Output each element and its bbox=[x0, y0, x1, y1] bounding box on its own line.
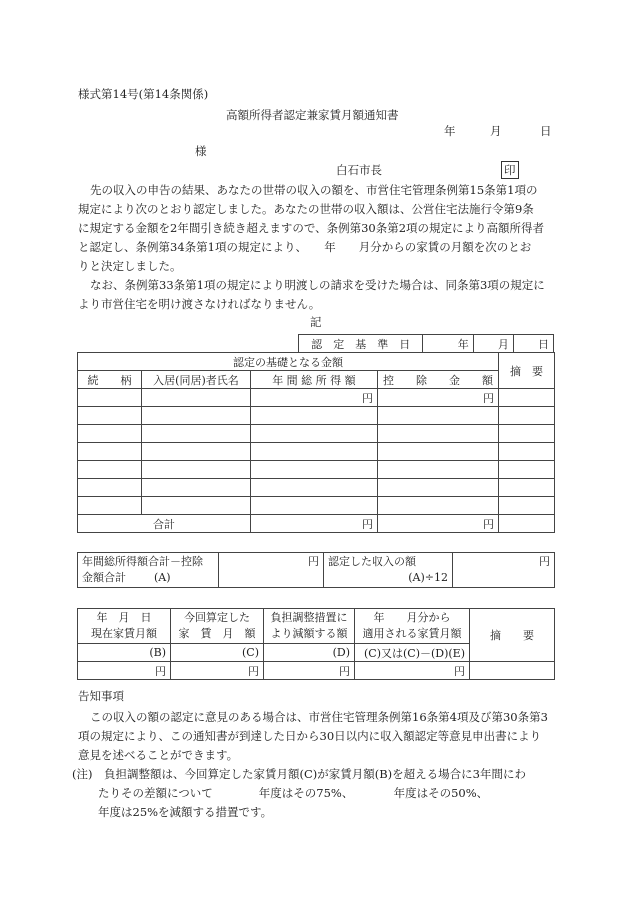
cert-day: 日 bbox=[513, 335, 553, 353]
para1-line: 規定により次のとおり認定しました。あなたの世帯の収入額は、公営住宅法施行令第9条 bbox=[78, 202, 534, 216]
notice-title: 告知事項 bbox=[78, 689, 124, 703]
date-month: 月 bbox=[490, 124, 502, 138]
certification-date-table bbox=[298, 334, 554, 353]
col-deduction: 控 除 金 額 bbox=[378, 371, 499, 389]
table-cell bbox=[499, 515, 555, 533]
ki-heading: 記 bbox=[310, 315, 322, 329]
col-name: 入居(同居)者氏名 bbox=[142, 371, 251, 389]
paragraph-1 bbox=[78, 181, 554, 276]
para2-line: なお、条例第33条第1項の規定により明渡しの請求を受けた場合は、同条第3項の規定に bbox=[90, 278, 545, 292]
form-number: 様式第14号(第14条関係) bbox=[78, 87, 209, 101]
diff-label-line2: 金額合計 (A) bbox=[82, 571, 171, 584]
label-c: (C) bbox=[171, 644, 264, 662]
income-yen: 円 bbox=[250, 389, 377, 407]
h-current-rent: 年 月 日 現在家賃月額 bbox=[78, 609, 171, 644]
group-header: 認定の基礎となる金額 bbox=[78, 353, 499, 371]
label-b: (B) bbox=[78, 644, 171, 662]
h-applied-rent: 年 月分から 適用される家賃月額 bbox=[355, 609, 470, 644]
label-e: (C)又は(C)－(D)(E) bbox=[355, 644, 470, 662]
cert-year: 年 bbox=[423, 335, 473, 353]
cert-month: 月 bbox=[473, 335, 513, 353]
total-income-yen: 円 bbox=[250, 515, 377, 533]
total-deduction-yen: 円 bbox=[378, 515, 499, 533]
recognized-formula: (A)÷12 bbox=[408, 571, 448, 584]
seal-mark: 印 bbox=[501, 161, 519, 179]
notice-note bbox=[72, 765, 562, 822]
recognized-income-table bbox=[77, 552, 555, 588]
notice-line: 意見を述べることができます。 bbox=[78, 748, 239, 762]
yen-e: 円 bbox=[355, 662, 470, 680]
diff-label bbox=[78, 553, 219, 588]
recognized-yen: 円 bbox=[453, 553, 555, 588]
issuer-name: 白石市長 bbox=[336, 163, 382, 177]
para1-line: に規定する金額を2年間引き続き超えますので、条例第30条第2項の規定により高額所得者 bbox=[78, 221, 545, 235]
recognized-label-line1: 認定した収入の額 bbox=[328, 555, 416, 568]
h-calculated-rent: 今回算定した 家 賃 月 額 bbox=[171, 609, 264, 644]
notice-line: この収入の額の認定に意見のある場合は、市営住宅管理条例第16条第4項及び第30条第3 bbox=[90, 710, 548, 724]
yen-d: 円 bbox=[264, 662, 355, 680]
table-row bbox=[78, 497, 555, 515]
note-line: 年度は25%を減額する措置です。 bbox=[98, 805, 273, 819]
paragraph-2 bbox=[78, 276, 554, 314]
basis-amount-table bbox=[77, 352, 555, 533]
addressee-suffix: 様 bbox=[195, 144, 207, 158]
total-label: 合計 bbox=[78, 515, 251, 533]
date-year: 年 bbox=[444, 124, 456, 138]
para1-line: 先の収入の申告の結果、あなたの世帯の収入の額を、市営住宅管理条例第15条第1項の bbox=[90, 183, 538, 197]
label-d: (D) bbox=[264, 644, 355, 662]
diff-label-line1: 年間総所得額合計－控除 bbox=[82, 555, 203, 568]
diff-yen: 円 bbox=[219, 553, 324, 588]
notice-body bbox=[78, 708, 554, 765]
memo-header: 摘 要 bbox=[499, 353, 555, 389]
document-title: 高額所得者認定兼家賃月額通知書 bbox=[226, 108, 399, 122]
yen-b: 円 bbox=[78, 662, 171, 680]
note-line: たりその差額について 年度はその75%、 年度はその50%、 bbox=[98, 786, 489, 800]
note-line: (注) 負担調整額は、今回算定した家賃月額(C)が家賃月額(B)を超える場合に3年間にわ bbox=[72, 767, 526, 781]
notice-line: 項の規定により、この通知書が到達した日から30日以内に収入額認定等意見申出書により bbox=[78, 729, 542, 743]
table-row bbox=[78, 461, 555, 479]
table-cell bbox=[470, 662, 555, 680]
para1-line: りと決定しました。 bbox=[78, 259, 182, 273]
recognized-label bbox=[324, 553, 453, 588]
date-day: 日 bbox=[540, 124, 552, 138]
table-cell bbox=[142, 389, 251, 407]
rent-amount-table bbox=[77, 608, 555, 680]
col-income: 年 間 総 所 得 額 bbox=[250, 371, 377, 389]
table-row bbox=[78, 407, 555, 425]
table-row bbox=[78, 443, 555, 461]
table-cell bbox=[499, 389, 555, 407]
col-relation: 続 柄 bbox=[78, 371, 142, 389]
h-memo: 摘 要 bbox=[470, 609, 555, 662]
table-row bbox=[78, 479, 555, 497]
para1-line: と認定し、条例第34条第1項の規定により、 年 月分からの家賃の月額を次のとお bbox=[78, 240, 532, 254]
table-cell bbox=[78, 389, 142, 407]
deduction-yen: 円 bbox=[378, 389, 499, 407]
para2-line: より市営住宅を明け渡さなければなりません。 bbox=[78, 297, 321, 311]
h-reduction: 負担調整措置に より減額する額 bbox=[264, 609, 355, 644]
cert-date-label: 認 定 基 準 日 bbox=[299, 335, 423, 353]
yen-c: 円 bbox=[171, 662, 264, 680]
table-row bbox=[78, 425, 555, 443]
